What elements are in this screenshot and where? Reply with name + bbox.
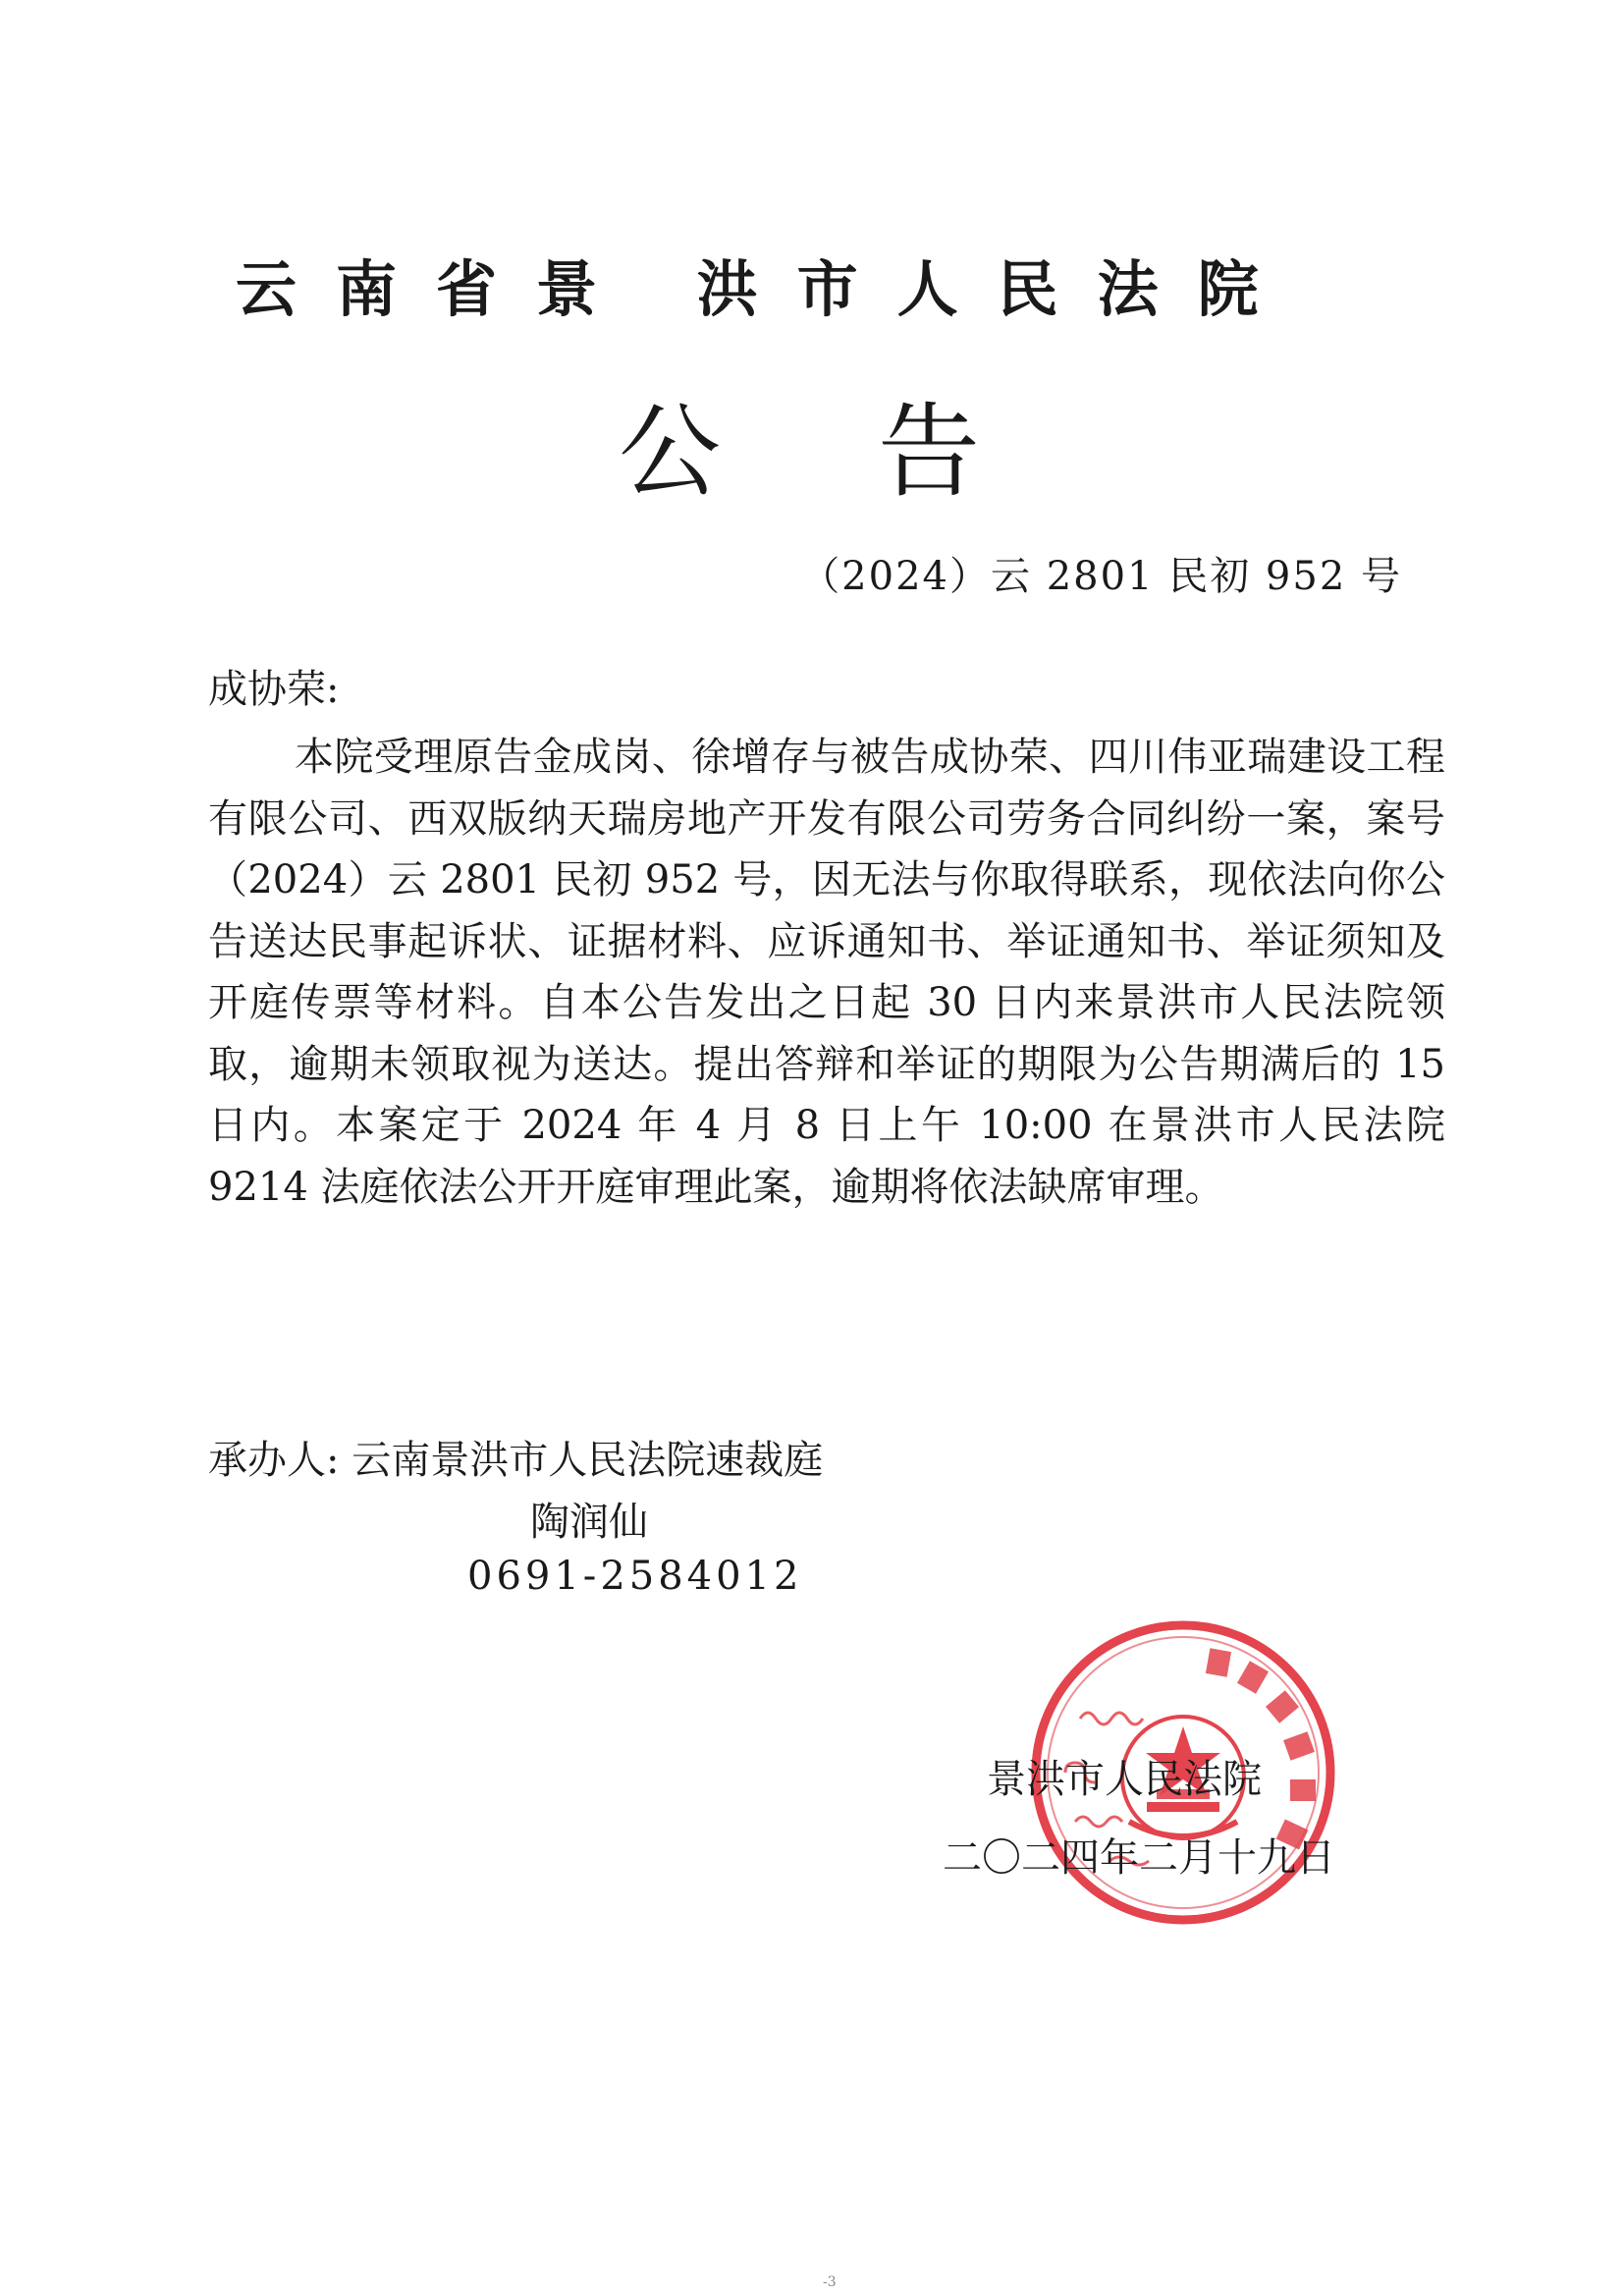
signature-court: 景洪市人民法院	[987, 1757, 1262, 1802]
handler-label: 承办人:	[208, 1438, 340, 1483]
addressee: 成协荣:	[208, 667, 340, 712]
court-name-heading: 云南省景 洪市人民法院	[236, 253, 1298, 325]
handler-line	[208, 1429, 823, 1492]
handler-name: 陶润仙	[530, 1500, 648, 1545]
page-footer-mark: -3	[823, 2274, 837, 2290]
case-number: （2024）云 2801 民初 952 号	[800, 554, 1402, 599]
signature-date: 二〇二四年二月十九日	[943, 1835, 1335, 1881]
notice-body: 本院受理原告金成岗、徐增存与被告成协荣、四川伟亚瑞建设工程有限公司、西双版纳天瑞房地产开发有限公司劳务合同纠纷一案，案号（2024）云 2801 民初 952 号，因无法与你取得联系，现依法向你公告送达民事起诉状、证据材料、应诉通知书、举证通知书、举证须知及开庭传票等材料。自本公告发出之日起 30 日内来景洪市人民法院领取，逾期未领取视为送达。提出答辩和举证的期限为公告期满后的 15 日内。本案定于 2024 年 4 月 8 日上午 10:00 在景洪市人民法院 9214 法庭依法公开开庭审理此案，逾期将依法缺席审理。	[208, 735, 1445, 1210]
handler-phone: 0691-2584012	[467, 1554, 803, 1599]
document-title: 公告	[619, 392, 1138, 512]
handler-department: 云南景洪市人民法院速裁庭	[352, 1438, 824, 1483]
